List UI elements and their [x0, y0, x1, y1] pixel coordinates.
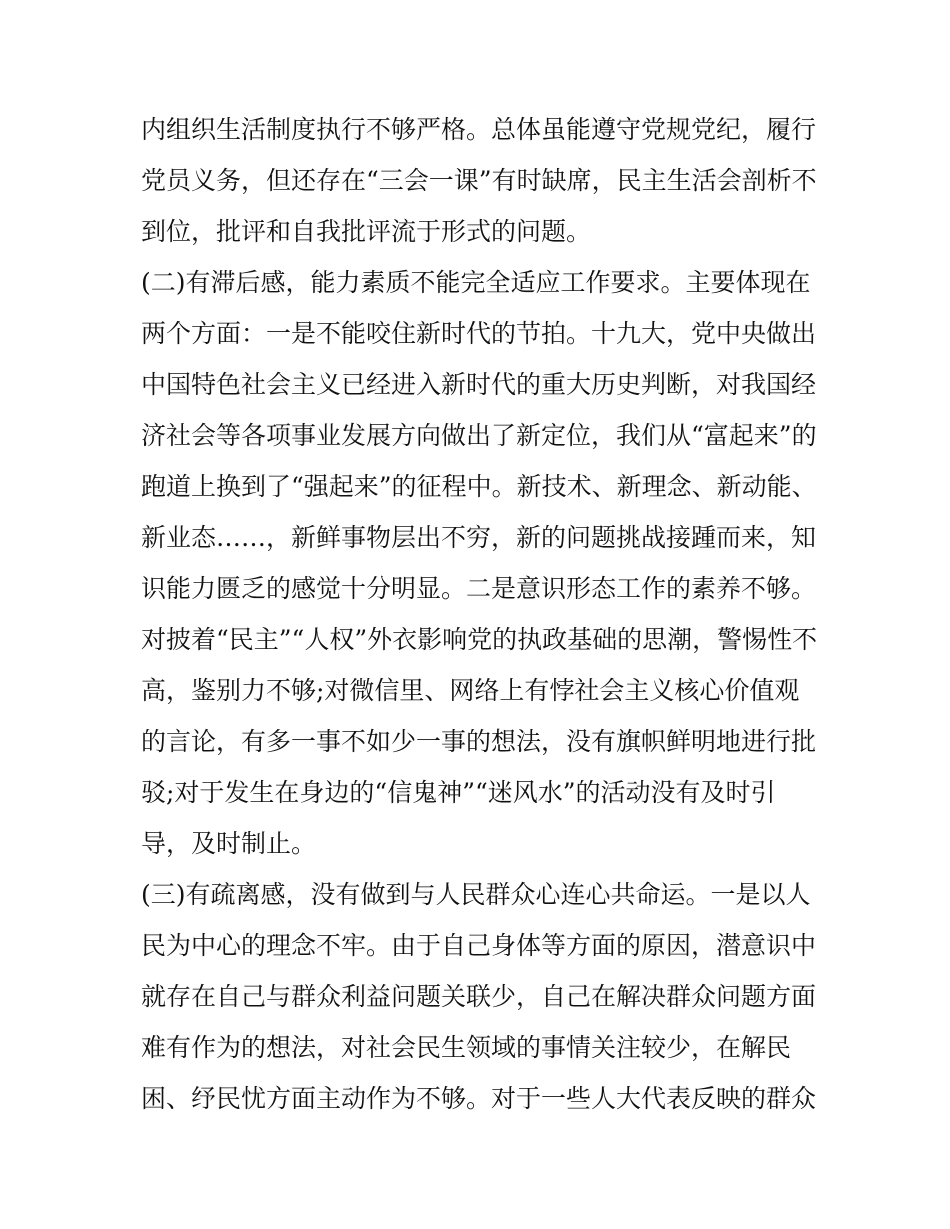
text-line: 导，及时制止。 [141, 829, 317, 858]
text-line: 跑道上换到了“强起来”的征程中。新技术、新理念、新动能、 [141, 472, 817, 501]
text-line: 高，鉴别力不够;对微信里、网络上有悖社会主义核心价值观 [141, 676, 800, 705]
text-line: 两个方面：一是不能咬住新时代的节拍。十九大，党中央做出 [141, 319, 817, 348]
text-line: 识能力匮乏的感觉十分明显。二是意识形态工作的素养不够。 [141, 574, 817, 603]
text-line: 困、纾民忧方面主动作为不够。对于一些人大代表反映的群众 [141, 1084, 817, 1113]
body-text [141, 104, 821, 1124]
text-line: 就存在自己与群众利益问题关联少，自己在解决群众问题方面 [141, 982, 817, 1011]
text-line: 济社会等各项事业发展方向做出了新定位，我们从“富起来”的 [141, 421, 817, 450]
text-line: (二)有滞后感，能力素质不能完全适应工作要求。主要体现在 [141, 268, 811, 297]
text-line: 驳;对于发生在身边的“信鬼神”“迷风水”的活动没有及时引 [141, 778, 776, 807]
text-line: 到位，批评和自我批评流于形式的问题。 [141, 217, 592, 246]
text-line: 对披着“民主”“人权”外衣影响党的执政基础的思潮，警惕性不 [141, 625, 818, 654]
text-line: 内组织生活制度执行不够严格。总体虽能遵守党规党纪，履行 [141, 115, 817, 144]
text-line: 中国特色社会主义已经进入新时代的重大历史判断，对我国经 [141, 370, 817, 399]
text-line: 的言论，有多一事不如少一事的想法，没有旗帜鲜明地进行批 [141, 727, 817, 756]
text-line: 民为中心的理念不牢。由于自己身体等方面的原因，潜意识中 [141, 931, 817, 960]
text-line: 党员义务，但还存在“三会一课”有时缺席，民主生活会剖析不 [141, 166, 817, 195]
text-line: 难有作为的想法，对社会民生领域的事情关注较少，在解民 [141, 1033, 792, 1062]
text-line: 新业态……，新鲜事物层出不穷，新的问题挑战接踵而来，知 [141, 523, 817, 552]
text-line: (三)有疏离感，没有做到与人民群众心连心共命运。一是以人 [141, 880, 811, 909]
